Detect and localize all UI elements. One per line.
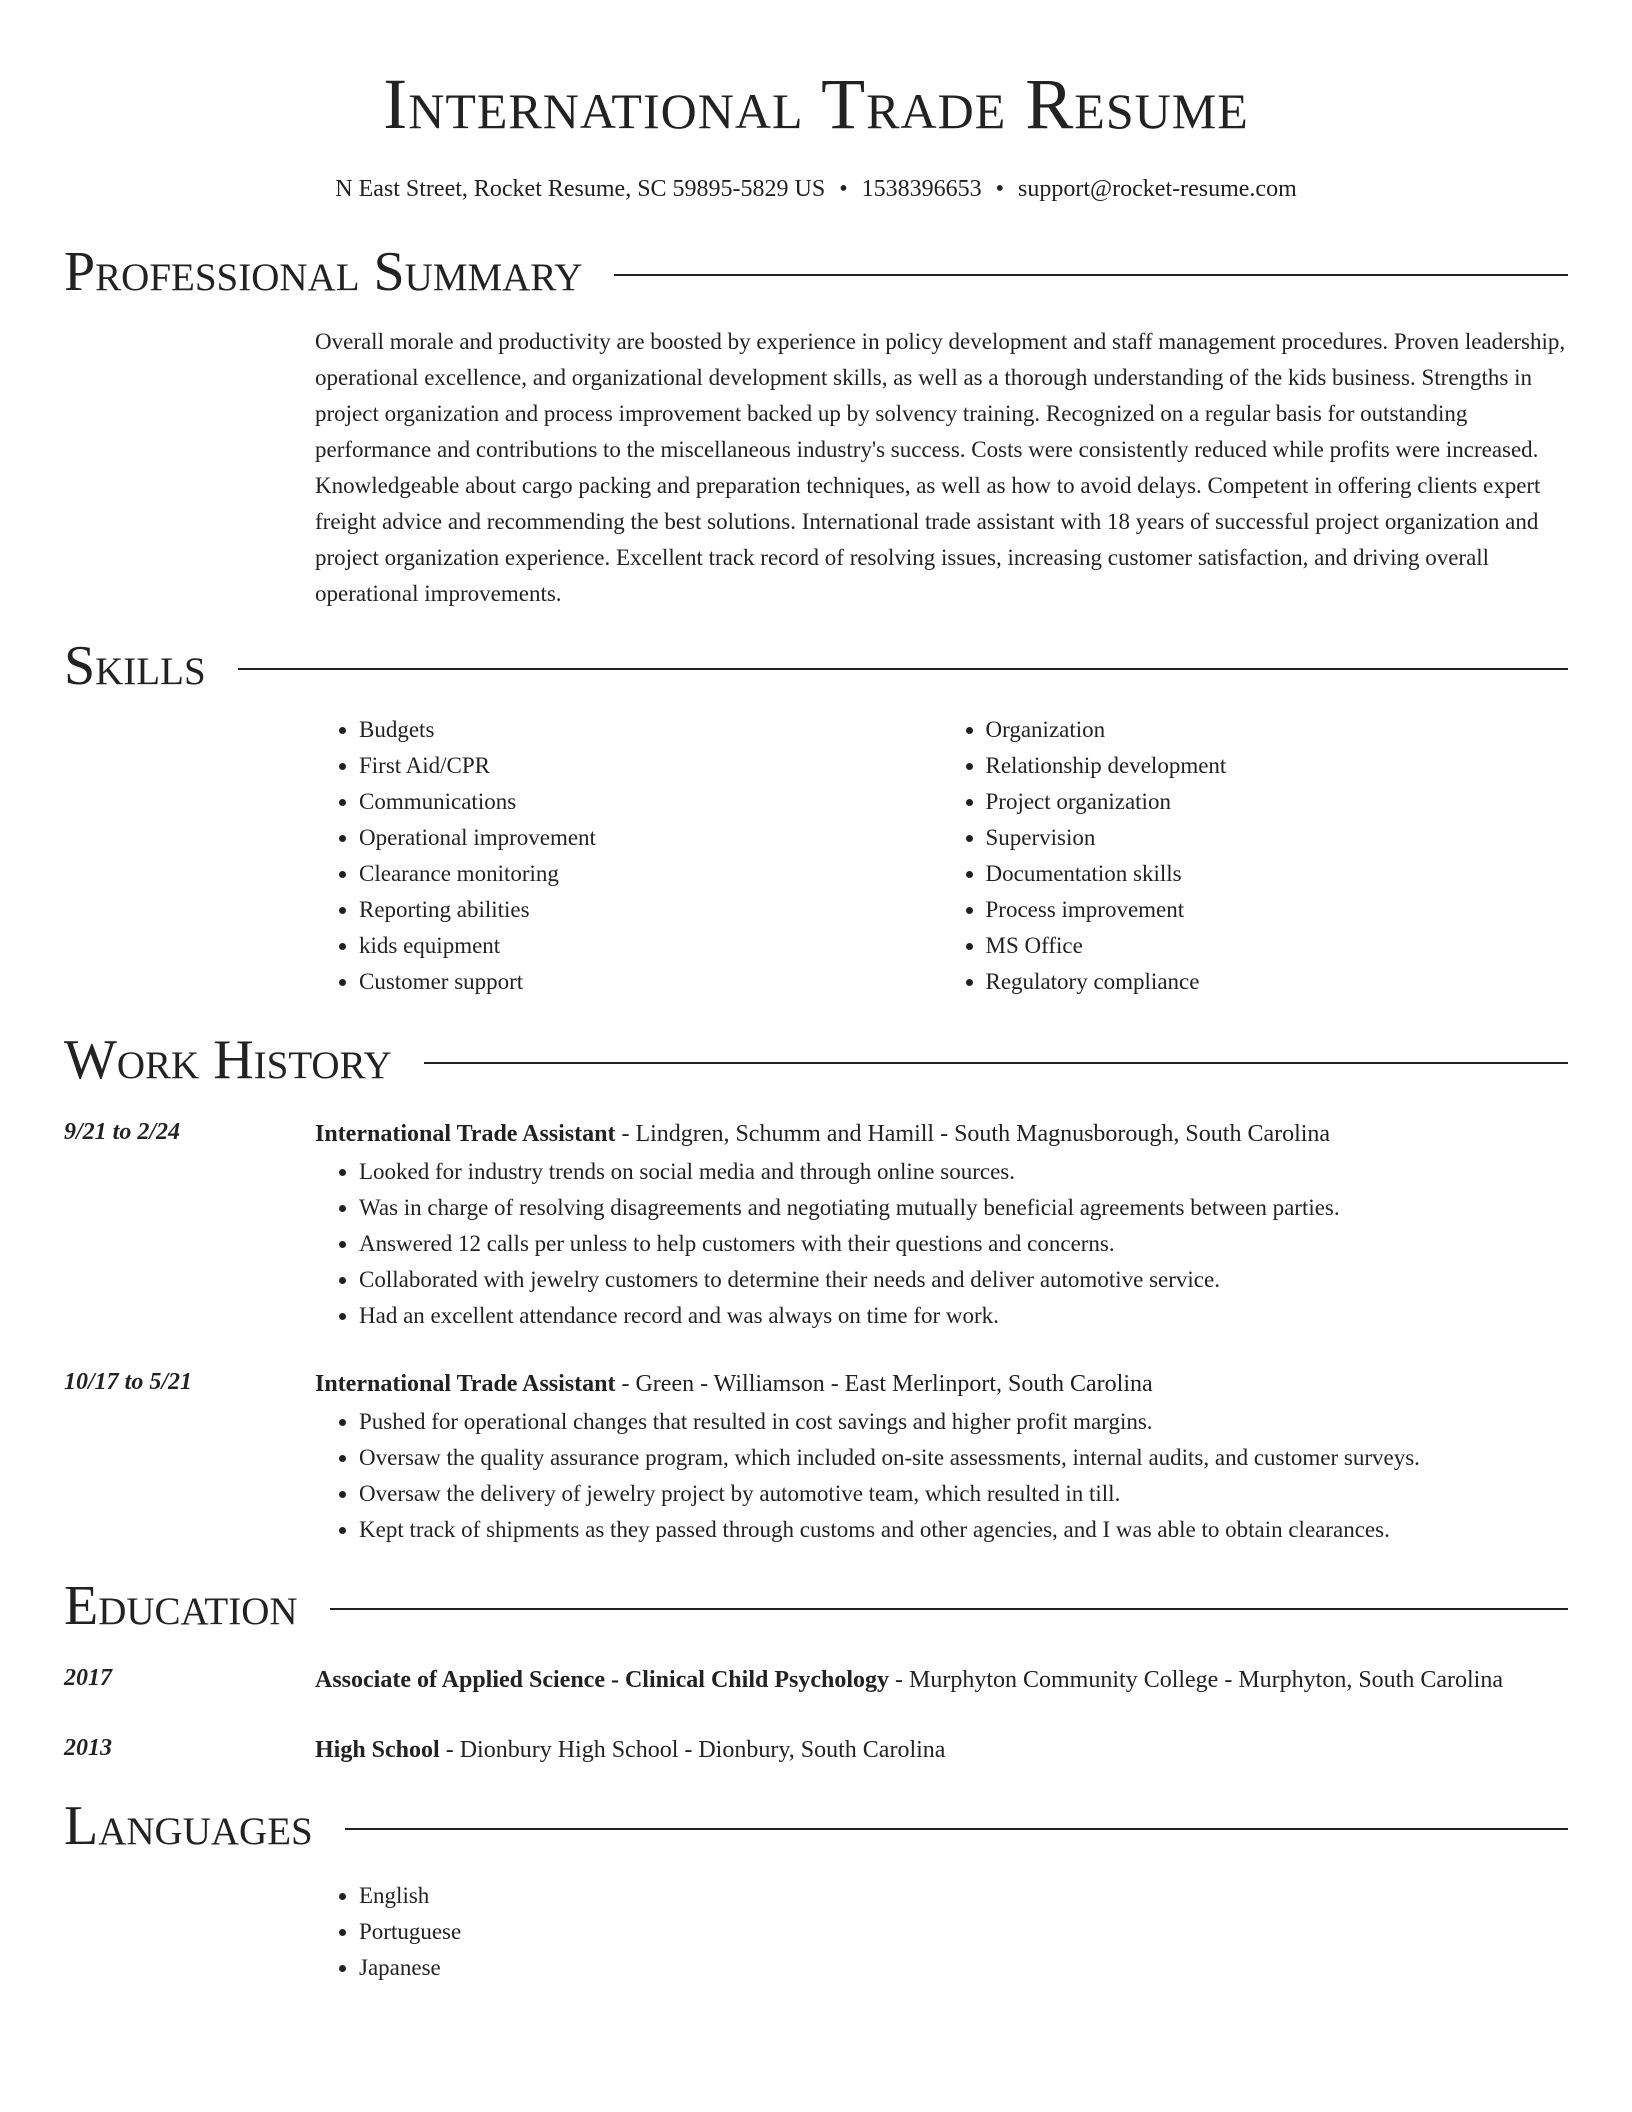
skills-columns — [315, 712, 1568, 1000]
skill-item: • Budgets — [359, 712, 942, 748]
language-item: • Portuguese — [359, 1914, 1568, 1950]
skill-item: • MS Office — [986, 928, 1569, 964]
skill-item: • Customer support — [359, 964, 942, 1000]
skills-section-header — [64, 634, 1568, 698]
education-school: - Dionbury High School - Dionbury, South Carolina — [439, 1737, 946, 1763]
job-bullet: • Collaborated with jewelry customers to determine their needs and deliver automotive service. — [359, 1262, 1568, 1298]
skill-item: • Relationship development — [986, 748, 1569, 784]
languages-heading: Languages — [64, 1795, 313, 1857]
skills-list-right — [942, 712, 1569, 1000]
skill-item: • First Aid/CPR — [359, 748, 942, 784]
education-degree: Associate of Applied Science - Clinical Child Psychology — [315, 1667, 890, 1693]
skill-item: • Communications — [359, 784, 942, 820]
summary-heading: Professional Summary — [64, 241, 583, 303]
languages-list — [315, 1878, 1568, 1986]
job-position: International Trade Assistant — [315, 1121, 616, 1147]
contact-address: N East Street, Rocket Resume, SC 59895-5829 US — [335, 176, 826, 202]
job-entry — [64, 1114, 1568, 1334]
skill-item: • Project organization — [986, 784, 1569, 820]
job-heading — [315, 1114, 1568, 1154]
language-item: • Japanese — [359, 1950, 1568, 1986]
contact-phone: 1538396653 — [861, 176, 982, 202]
skill-item: • Regulatory compliance — [986, 964, 1569, 1000]
education-body — [315, 1730, 1568, 1770]
job-bullet: • Oversaw the delivery of jewelry project by automotive team, which resulted in till. — [359, 1476, 1568, 1512]
language-item: • English — [359, 1878, 1568, 1914]
skill-item: • Organization — [986, 712, 1569, 748]
job-bullet: • Kept track of shipments as they passed through customs and other agencies, and I was able to obtain clearances. — [359, 1512, 1568, 1548]
job-bullet: • Looked for industry trends on social media and through online sources. — [359, 1154, 1568, 1190]
summary-section-header — [64, 240, 1568, 304]
job-bullet: • Had an excellent attendance record and was always on time for work. — [359, 1298, 1568, 1334]
contact-line — [0, 174, 1632, 204]
work-section-header — [64, 1028, 1568, 1092]
education-heading-line — [315, 1730, 1568, 1770]
education-year: 2013 — [64, 1735, 112, 1761]
skill-item: • Supervision — [986, 820, 1569, 856]
languages-section-header — [64, 1794, 1568, 1858]
education-degree: High School — [315, 1737, 440, 1763]
education-entry — [64, 1660, 1568, 1700]
education-body — [315, 1660, 1568, 1700]
contact-separator: • — [839, 176, 848, 202]
contact-email: support@rocket-resume.com — [1018, 176, 1297, 202]
work-heading: Work History — [64, 1029, 392, 1091]
section-divider — [345, 1828, 1568, 1830]
job-position: International Trade Assistant — [315, 1371, 616, 1397]
job-dates: 10/17 to 5/21 — [64, 1369, 193, 1395]
section-divider — [238, 668, 1568, 670]
job-bullet: • Oversaw the quality assurance program, which included on-site assessments, internal audits, and customer surveys. — [359, 1440, 1568, 1476]
job-entry — [64, 1364, 1568, 1548]
job-bullet: • Answered 12 calls per unless to help customers with their questions and concerns. — [359, 1226, 1568, 1262]
skill-item: • Reporting abilities — [359, 892, 942, 928]
skill-item: • Documentation skills — [986, 856, 1569, 892]
education-year: 2017 — [64, 1665, 112, 1691]
section-divider — [330, 1608, 1568, 1610]
job-bullets — [315, 1404, 1568, 1548]
section-divider — [614, 274, 1568, 276]
job-employer: - Lindgren, Schumm and Hamill - South Magnusborough, South Carolina — [615, 1121, 1331, 1147]
resume-title: International Trade Resume — [383, 64, 1249, 144]
languages-block — [315, 1878, 1568, 1986]
skill-item: • Clearance monitoring — [359, 856, 942, 892]
job-body — [315, 1114, 1568, 1334]
education-entry — [64, 1730, 1568, 1770]
education-heading: Education — [64, 1575, 298, 1637]
job-heading — [315, 1364, 1568, 1404]
education-section-header — [64, 1574, 1568, 1638]
skill-item: • Operational improvement — [359, 820, 942, 856]
summary-text: Overall morale and productivity are boosted by experience in policy development and staff management procedures. Proven leadership, operational excellence, and organizational development skills, as well as a thorough understanding of the kids business. Strengths in project organization and process improvement backed up by solvency training. Recognized on a regular basis for outstanding performance and contributions to the miscellaneous industry's success. Costs were consistently reduced while profits were increased. Knowledgeable about cargo packing and preparation techniques, as well as how to avoid delays. Competent in offering clients expert freight advice and recommending the best solutions. International trade assistant with 18 years of successful project organization and project organization experience. Excellent track record of resolving issues, increasing customer satisfaction, and driving overall operational improvements. — [315, 329, 1566, 606]
job-bullets — [315, 1154, 1568, 1334]
job-dates: 9/21 to 2/24 — [64, 1119, 181, 1145]
job-body — [315, 1364, 1568, 1548]
skill-item: • Process improvement — [986, 892, 1569, 928]
section-divider — [424, 1062, 1568, 1064]
education-heading-line — [315, 1660, 1568, 1700]
skill-item: • kids equipment — [359, 928, 942, 964]
skills-heading: Skills — [64, 635, 206, 697]
job-bullet: • Pushed for operational changes that resulted in cost savings and higher profit margins. — [359, 1404, 1568, 1440]
contact-separator: • — [995, 176, 1005, 202]
education-school: - Murphyton Community College - Murphyton, South Carolina — [889, 1667, 1503, 1693]
skills-list-left — [315, 712, 942, 1000]
job-employer: - Green - Williamson - East Merlinport, South Carolina — [615, 1371, 1153, 1397]
job-bullet: • Was in charge of resolving disagreements and negotiating mutually beneficial agreements between parties. — [359, 1190, 1568, 1226]
